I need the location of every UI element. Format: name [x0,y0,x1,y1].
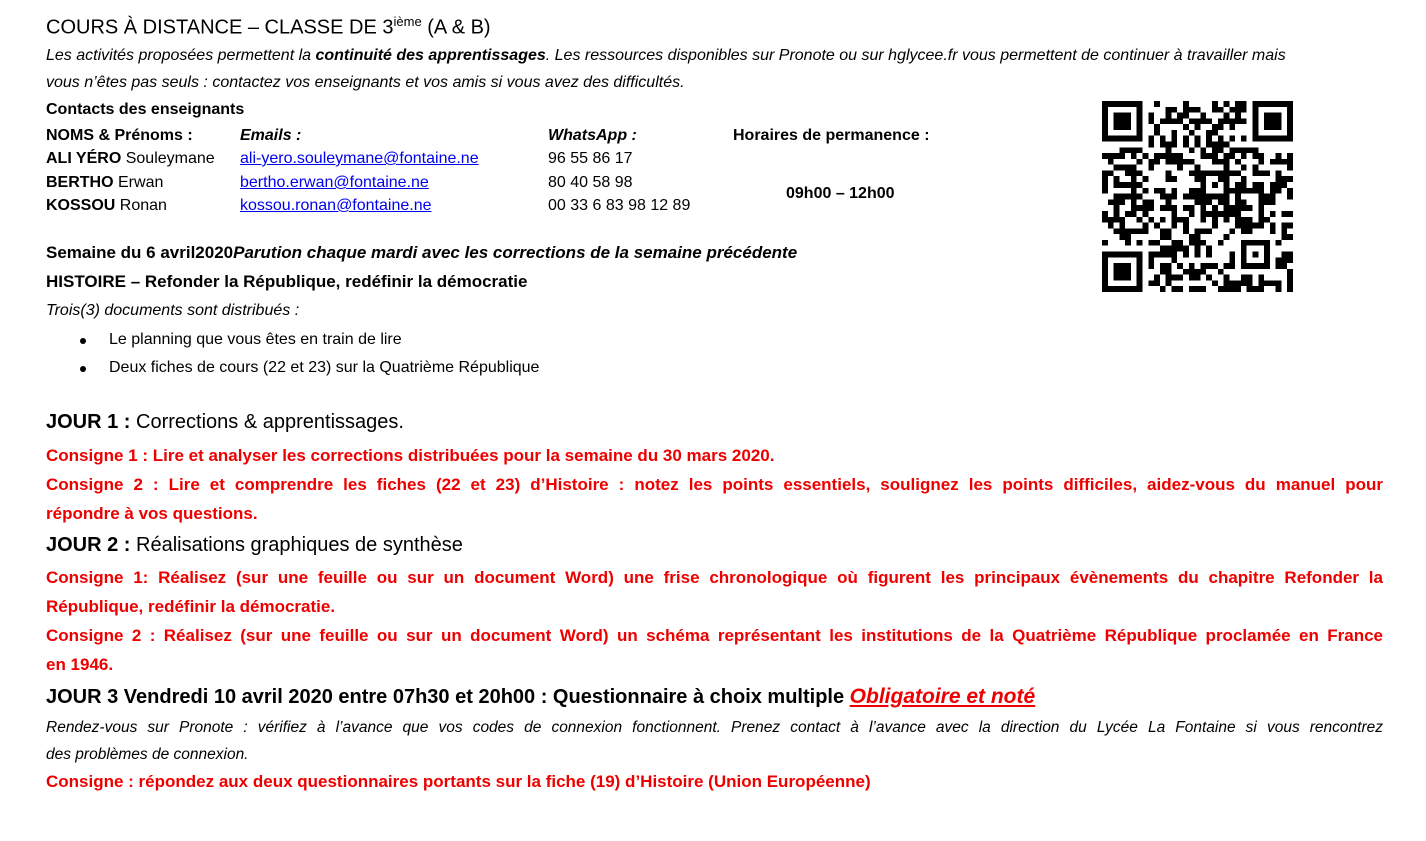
day3-note-line-1: Rendez-vous sur Pronote : vérifiez à l’avance que vos codes de connexion fonctionnent. Prenez contact à l’avance avec la direction du Lycée La Fontaine si vous rencontrez [46,719,1383,736]
bullet-icon [80,366,86,372]
page-title: COURS À DISTANCE – CLASSE DE 3ième (A & B) [46,14,491,39]
day2-consigne-1-line-1: Consigne 1: Réalisez (sur une feuille ou sur un document Word) une frise chronologique où figurent les principaux évènements du chapitre Refonder la [46,568,1383,587]
day1-title: JOUR 1 : Corrections & apprentissages. [46,411,404,433]
teacher-email-link[interactable]: bertho.erwan@fontaine.ne [240,174,429,191]
column-header-whatsapp: WhatsApp : [548,127,637,144]
qr-code-icon [1102,101,1293,292]
week-label: Semaine du 6 avril2020Parution chaque mardi avec les corrections de la semaine précédente [46,243,798,262]
column-header-hours: Horaires de permanence : [733,127,930,144]
teacher-email-link[interactable]: kossou.ronan@fontaine.ne [240,197,432,214]
day1-consigne-1: Consigne 1 : Lire et analyser les corrections distribuées pour la semaine du 30 mars 2020. [46,446,775,465]
day2-consigne-1-line-2: République, redéfinir la démocratie. [46,597,336,616]
column-header-emails: Emails : [240,127,302,144]
office-hours-value: 09h00 – 12h00 [786,185,895,202]
teacher-name: ALI YÉRO Souleymane [46,150,215,167]
teacher-email-link[interactable]: ali-yero.souleymane@fontaine.ne [240,150,479,167]
day1-consigne-2-line-1: Consigne 2 : Lire et comprendre les fiches (22 et 23) d’Histoire : notez les points essentiels, soulignez les points difficiles, aidez-vous du manuel pour [46,475,1383,494]
intro-line-2: vous n’êtes pas seuls : contactez vos enseignants et vos amis si vous avez des difficultés. [46,74,685,91]
teacher-name: KOSSOU Ronan [46,197,167,214]
column-header-names: NOMS & Prénoms : [46,127,193,144]
day2-title: JOUR 2 : Réalisations graphiques de synthèse [46,534,463,556]
day3-title: JOUR 3 Vendredi 10 avril 2020 entre 07h30 et 20h00 : Questionnaire à choix multiple Obligatoire et noté [46,685,1036,708]
documents-intro: Trois(3) documents sont distribués : [46,302,300,319]
day3-consigne: Consigne : répondez aux deux questionnaires portants sur la fiche (19) d’Histoire (Union Européenne) [46,772,871,791]
teacher-name: BERTHO Erwan [46,174,164,191]
teacher-whatsapp: 00 33 6 83 98 12 89 [548,197,691,214]
teacher-whatsapp: 80 40 58 98 [548,174,633,191]
day1-consigne-2-line-2: répondre à vos questions. [46,504,258,523]
day3-note-line-2: des problèmes de connexion. [46,746,249,763]
intro-line-1: Les activités proposées permettent la continuité des apprentissages. Les ressources disponibles sur Pronote ou sur hglycee.fr vous permettent de continuer à travailler mais [46,47,1286,64]
day2-consigne-2-line-1: Consigne 2 : Réalisez (sur une feuille ou sur un document Word) un schéma représentant les institutions de la Quatrième République proclamée en France [46,626,1383,645]
contacts-heading: Contacts des enseignants [46,101,245,118]
bullet-icon [80,338,86,344]
day2-consigne-2-line-2: en 1946. [46,655,114,674]
teacher-whatsapp: 96 55 86 17 [548,150,633,167]
mandatory-flag: Obligatoire et noté [849,685,1036,708]
history-title: HISTOIRE – Refonder la République, redéfinir la démocratie [46,272,528,291]
